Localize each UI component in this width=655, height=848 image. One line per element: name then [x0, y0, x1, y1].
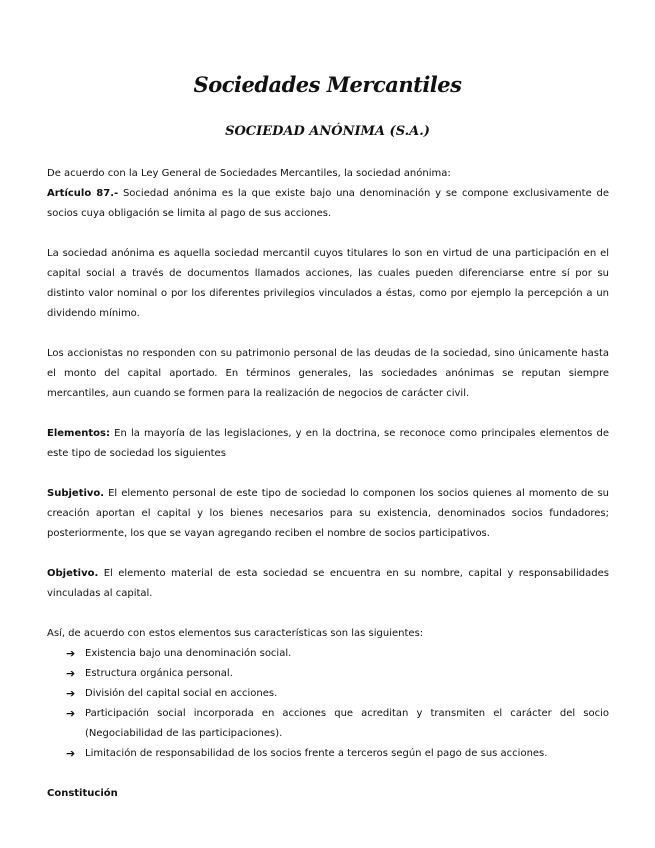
elementos-label: Elementos:	[47, 428, 110, 439]
subjetivo-text: El elemento personal de este tipo de sociedad lo componen los socios quienes al momento de su creación aportan el capital y los bienes necesarios para su existencia, denominados socios fundadores; posteriormente, los que se vayan agregando reciben el nombre de socios participativos.	[47, 488, 609, 539]
article-87-text: Sociedad anónima es la que existe bajo una denominación y se compone exclusivamente de socios cuya obligación se limita al pago de sus acciones.	[47, 188, 609, 219]
list-item: ➔ Participación social incorporada en acciones que acreditan y transmiten el carácter del socio (Negociabilidad de las participaciones).	[85, 704, 609, 744]
article-87-label: Artículo 87.-	[47, 188, 119, 199]
features-list	[47, 644, 609, 764]
arrow-icon: ➔	[66, 667, 76, 680]
arrow-icon: ➔	[66, 707, 76, 720]
intro-line: De acuerdo con la Ley General de Sociedades Mercantiles, la sociedad anónima:	[47, 168, 451, 179]
list-item: ➔ Estructura orgánica personal.	[85, 664, 609, 684]
paragraph-titulares: La sociedad anónima es aquella sociedad mercantil cuyos titulares lo son en virtud de una participación en el capital social a través de documentos llamados acciones, las cuales pueden diferenciarse entre sí por su distinto valor nominal o por los diferentes privilegios vinculados a éstas, como por ejemplo la percepción a un dividendo mínimo.	[47, 248, 609, 319]
arrow-icon: ➔	[66, 647, 76, 660]
list-item: ➔ División del capital social en acciones.	[85, 684, 609, 704]
section-heading-constitucion: Constitución	[47, 788, 118, 799]
subjetivo-label: Subjetivo.	[47, 488, 105, 499]
objetivo-paragraph	[47, 564, 609, 604]
article-87-paragraph	[47, 184, 609, 224]
paragraph-accionistas: Los accionistas no responden con su patrimonio personal de las deudas de la sociedad, sino únicamente hasta el monto del capital aportado. En términos generales, las sociedades anónimas se reputan siempre mercantiles, aun cuando se formen para la realización de negocios de carácter civil.	[47, 348, 609, 399]
list-item: ➔ Existencia bajo una denominación social.	[85, 644, 609, 664]
elementos-text: En la mayoría de las legislaciones, y en la doctrina, se reconoce como principales elementos de este tipo de sociedad los siguientes	[47, 428, 609, 459]
objetivo-text: El elemento material de esta sociedad se encuentra en su nombre, capital y responsabilidades vinculadas al capital.	[47, 568, 609, 599]
page-subtitle: SOCIEDAD ANÓNIMA (S.A.)	[225, 124, 430, 139]
page-title: Sociedades Mercantiles	[193, 72, 462, 97]
list-item: ➔ Limitación de responsabilidad de los socios frente a terceros según el pago de sus acciones.	[85, 744, 609, 764]
subjetivo-paragraph	[47, 484, 609, 544]
objetivo-label: Objetivo.	[47, 568, 99, 579]
document-body	[47, 164, 609, 804]
list-intro: Así, de acuerdo con estos elementos sus características son las siguientes:	[47, 628, 424, 639]
elementos-paragraph	[47, 424, 609, 464]
arrow-icon: ➔	[66, 747, 76, 760]
arrow-icon: ➔	[66, 687, 76, 700]
